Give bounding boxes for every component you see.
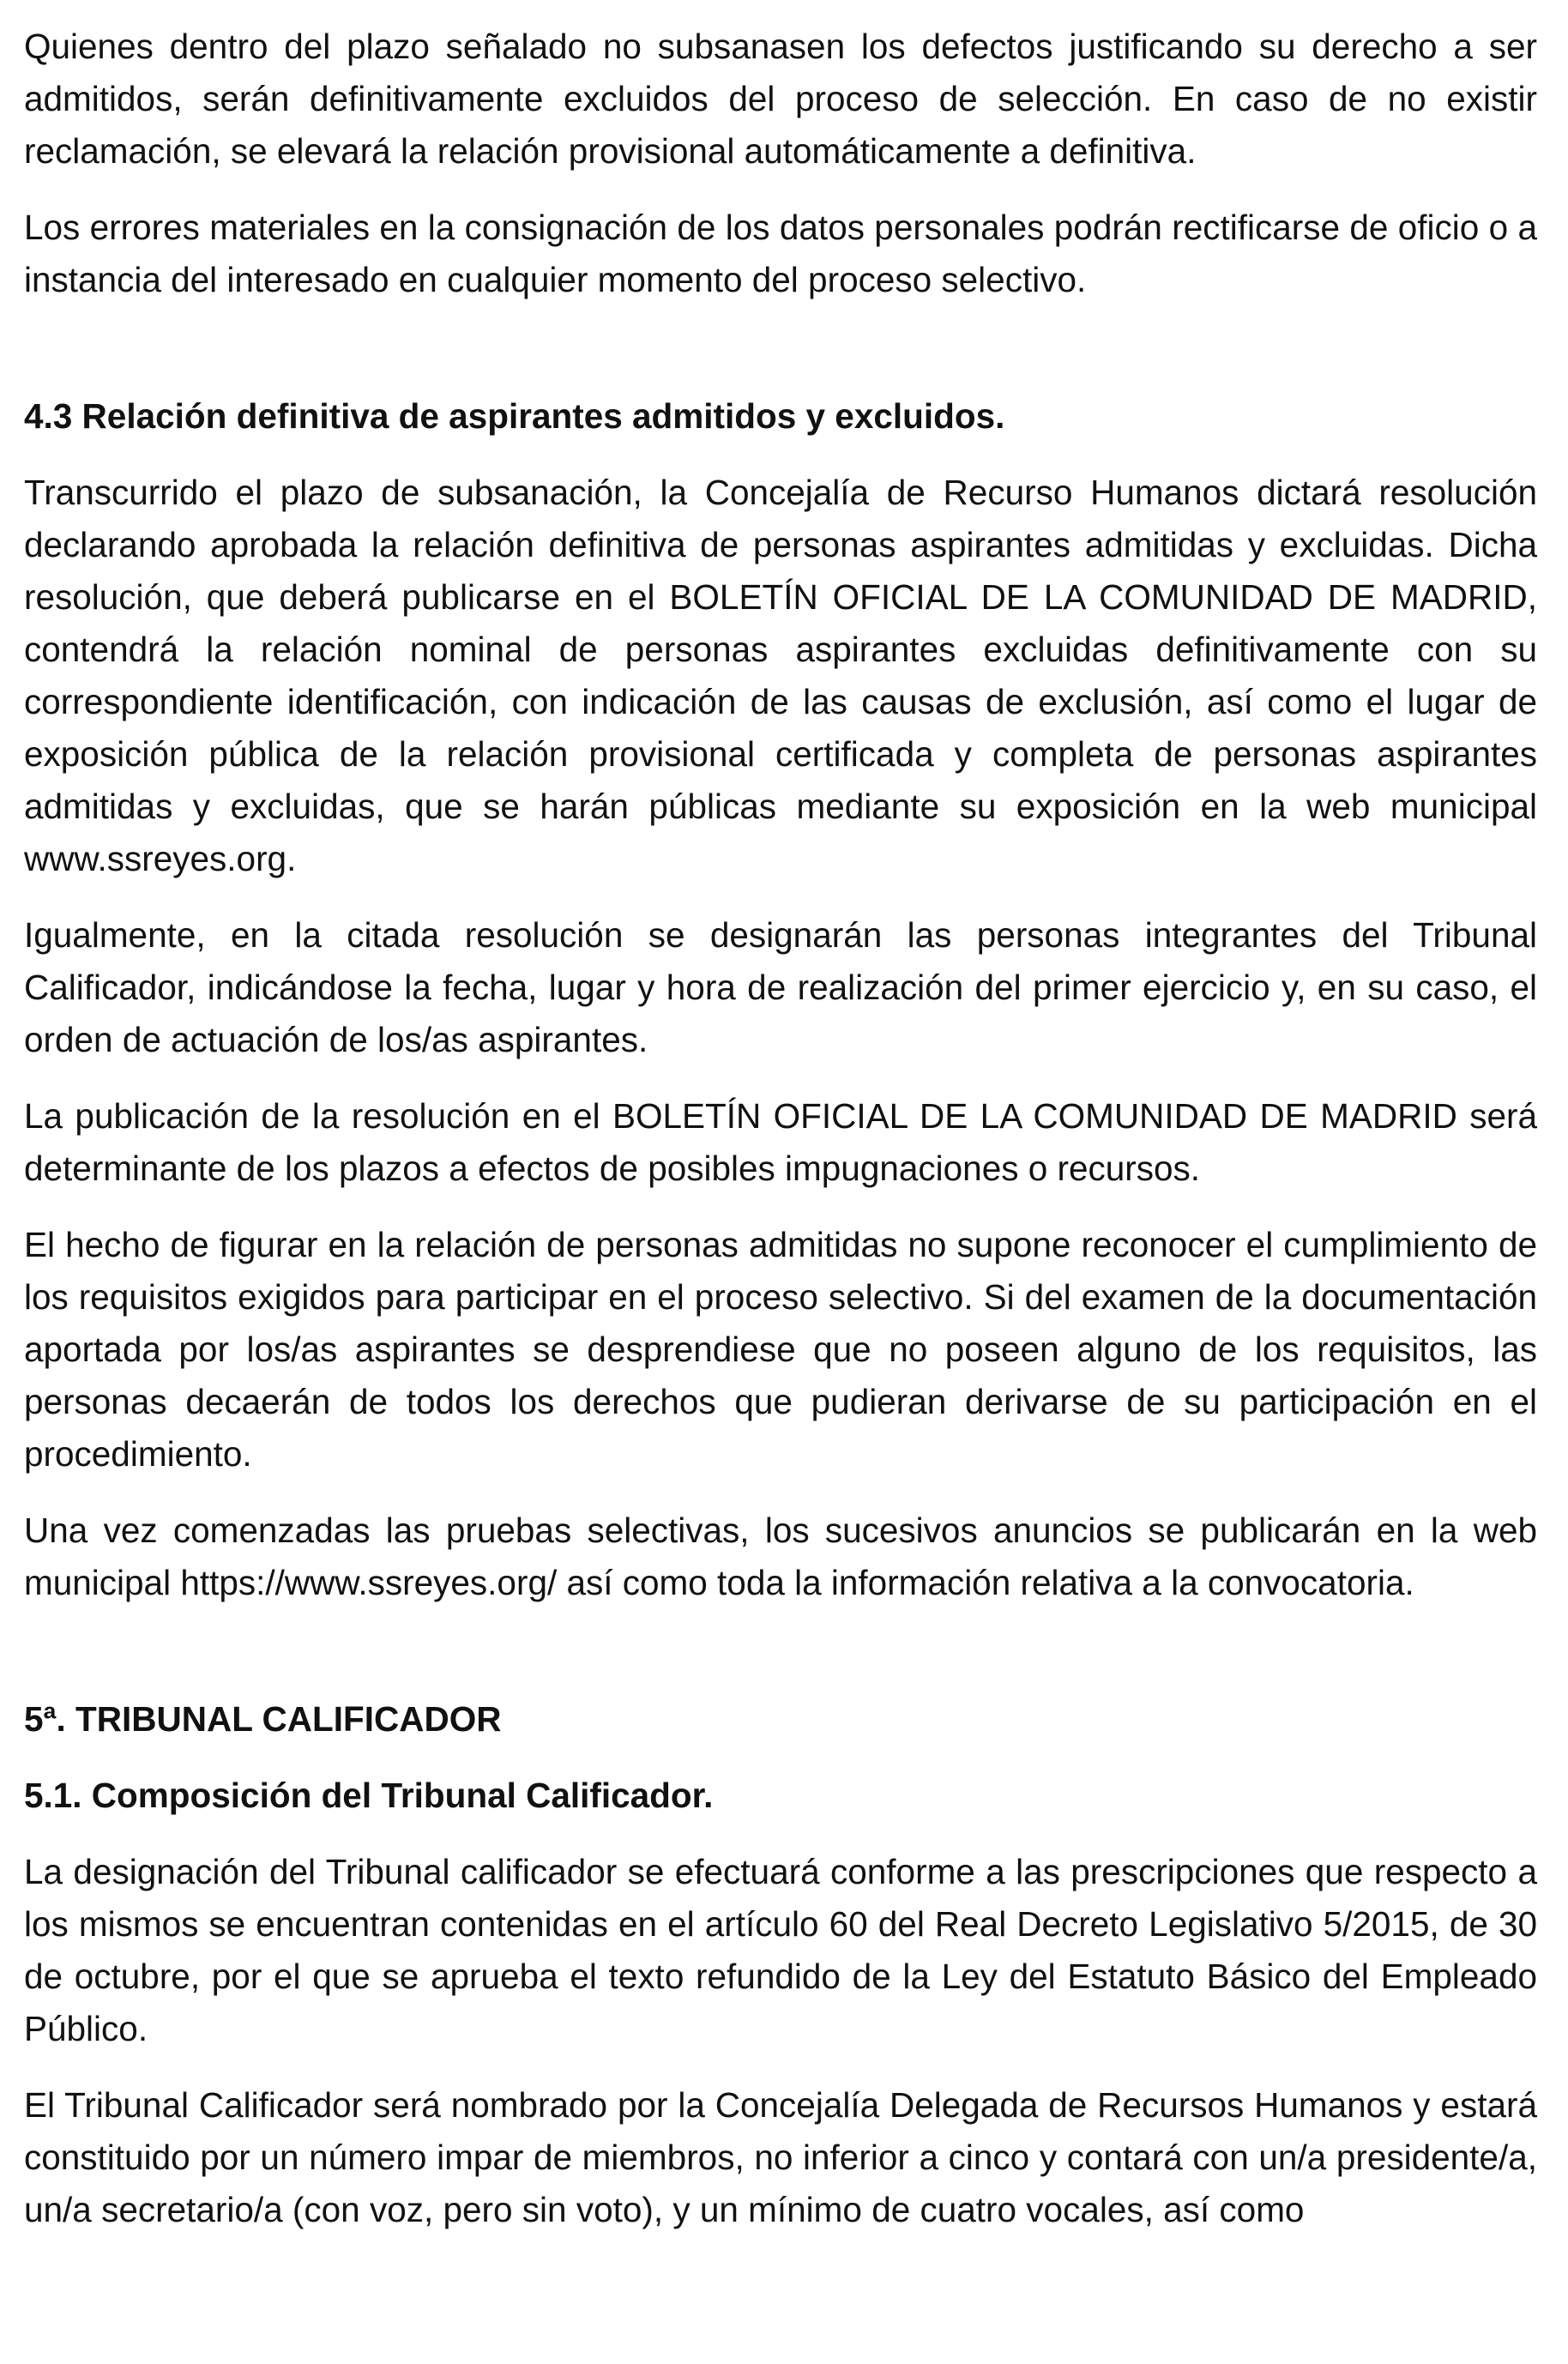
paragraph-publicacion-boletin: La publicación de la resolución en el BOLETÍN OFICIAL DE LA COMUNIDAD DE MADRID será determinante de los plazos a efectos de posibles impugnaciones o recursos. xyxy=(24,1096,1537,1188)
heading-5-1: 5.1. Composición del Tribunal Calificador. xyxy=(24,1776,714,1815)
paragraph-relacion-definitiva: Transcurrido el plazo de subsanación, la Concejalía de Recurso Humanos dictará resolución declarando aprobada la relación definitiva de personas aspirantes admitidas y excluidas. Dicha resolución, que deberá publicarse en el BOLETÍN OFICIAL DE LA COMUNIDAD DE MADRID, contendrá la relación nominal de personas aspirantes excluidas definitivamente con su correspondiente identificación, con indicación de las causas de exclusión, así como el lugar de exposición pública de la relación provisional certificada y completa de personas aspirantes admitidas y excluidas, que se harán públicas mediante su exposición en la web municipal www.ssreyes.org. xyxy=(24,473,1537,878)
paragraph-anuncios-web: Una vez comenzadas las pruebas selectivas, los sucesivos anuncios se publicarán en la web municipal https://www.ssreyes.org/ así como toda la información relativa a la convocatoria. xyxy=(24,1511,1537,1602)
paragraph-subsanacion: Quienes dentro del plazo señalado no subsanasen los defectos justificando su derecho a ser admitidos, serán definitivamente excluidos del proceso de selección. En caso de no existir reclamación, se elevará la relación provisional automáticamente a definitiva. xyxy=(24,27,1537,171)
paragraph-errores-materiales: Los errores materiales en la consignación de los datos personales podrán rectificarse de oficio o a instancia del interesado en cualquier momento del proceso selectivo. xyxy=(24,208,1537,299)
paragraph-composicion-tribunal: El Tribunal Calificador será nombrado por la Concejalía Delegada de Recursos Humanos y estará constituido por un número impar de miembros, no inferior a cinco y contará con un/a presidente/a, un/a secretario/a (con voz, pero sin voto), y un mínimo de cuatro vocales, así como xyxy=(24,2085,1537,2229)
paragraph-designacion-tribunal: La designación del Tribunal calificador se efectuará conforme a las prescripciones que respecto a los mismos se encuentran contenidas en el artículo 60 del Real Decreto Legislativo 5/2015, de 30 de octubre, por el que se aprueba el texto refundido de la Ley del Estatuto Básico del Empleado Público. xyxy=(24,1852,1537,2048)
paragraph-requisitos: El hecho de figurar en la relación de personas admitidas no supone reconocer el cumplimiento de los requisitos exigidos para participar en el proceso selectivo. Si del examen de la documentación aportada por los/as aspirantes se desprendiese que no poseen alguno de los requisitos, las personas decaerán de todos los derechos que pudieran derivarse de su participación en el procedimiento. xyxy=(24,1225,1537,1474)
document-page xyxy=(24,21,1537,2236)
heading-4-3: 4.3 Relación definitiva de aspirantes admitidos y excluidos. xyxy=(24,396,1005,436)
heading-5-tribunal: 5ª. TRIBUNAL CALIFICADOR xyxy=(24,1699,502,1739)
paragraph-tribunal-designacion: Igualmente, en la citada resolución se designarán las personas integrantes del Tribunal Calificador, indicándose la fecha, lugar y hora de realización del primer ejercicio y, en su caso, el orden de actuación de los/as aspirantes. xyxy=(24,915,1537,1059)
